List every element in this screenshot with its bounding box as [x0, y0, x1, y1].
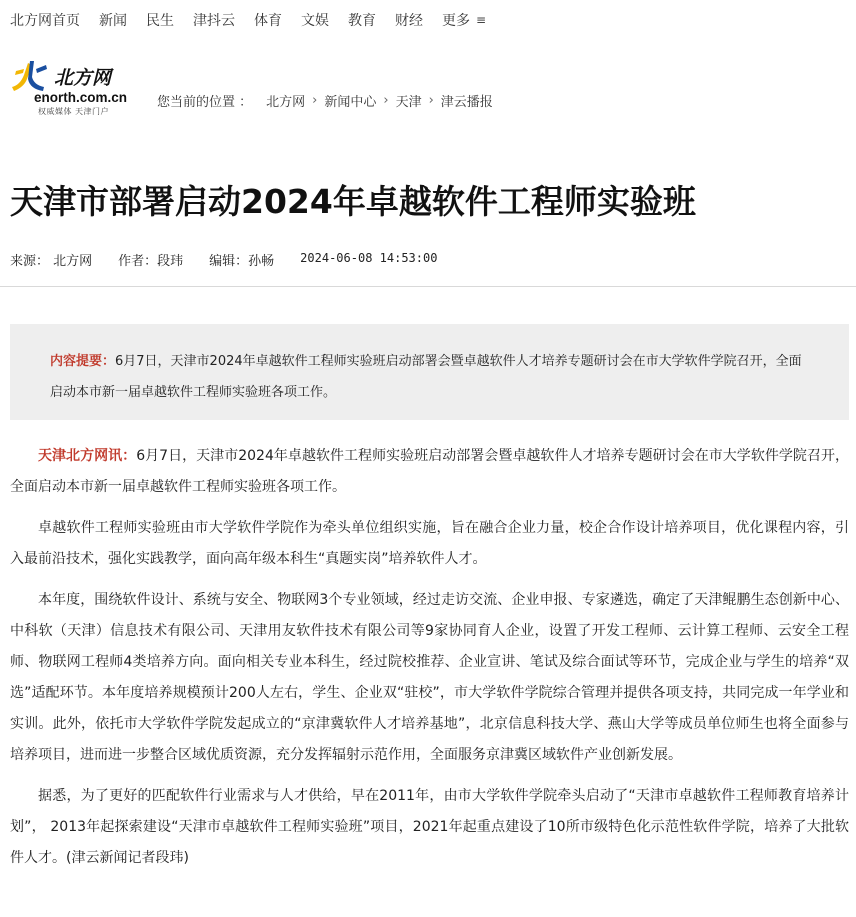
- article-date: 2024-06-08 14:53:00: [300, 251, 438, 265]
- breadcrumb-item-news-center[interactable]: 新闻中心: [324, 95, 377, 110]
- nav-item-education[interactable]: 教育: [348, 13, 376, 29]
- site-logo[interactable]: [10, 57, 140, 117]
- article-author: 作者：段玮: [118, 254, 184, 269]
- logo-brand-url: enorth.com.cn: [34, 90, 128, 105]
- article-lead-label: 天津北方网讯：: [38, 448, 137, 464]
- nav-item-finance[interactable]: 财经: [395, 13, 423, 29]
- breadcrumb-label: 您当前的位置 ：: [157, 95, 253, 110]
- breadcrumb-item-jinyun-broadcast[interactable]: 津云播报: [440, 95, 493, 110]
- article-paragraph: 本年度，围绕软件设计、系统与安全、物联网3个专业领域，经过走访交流、企业申报、专家遴选，确定了天津鲲鹏生态创新中心、中科软（天津）信息技术有限公司、天津用友软件技术有限公司等9家协同育人企业，设置了开发工程师、云计算工程师、云安全工程师、物联网工程师4类培养方向。面向相关专业本科生，经过院校推荐、企业宣讲、笔试及综合面试等环节，完成企业与学生的培养“双选”适配环节。本年度培养规模预计200人左右，学生、企业双“驻校”，市大学软件学院综合管理并提供各项支持，共同完成一年学业和实训。此外，依托市大学软件学院发起成立的“京津冀软件人才培养基地”，北京信息科技大学、燕山大学等成员单位师生也将全面参与培养项目，进而进一步整合区域优质资源，充分发挥辐射示范作用，全面服务京津冀区域软件产业创新发展。: [10, 592, 849, 763]
- summary-text: 6月7日，天津市2024年卓越软件工程师实验班启动部署会暨卓越软件人才培养专题研讨会在市大学软件学院召开，全面启动本市新一届卓越软件工程师实验班各项工作。: [50, 354, 802, 400]
- paragraph-text: 6月7日，天津市2024年卓越软件工程师实验班启动部署会暨卓越软件人才培养专题研讨会在市大学软件学院召开，全面启动本市新一届卓越软件工程师实验班各项工作。: [10, 448, 849, 495]
- nav-item-livelihood[interactable]: 民生: [146, 13, 174, 29]
- nav-item-news[interactable]: 新闻: [99, 13, 127, 29]
- article-summary: [10, 324, 849, 420]
- breadcrumb-item-tianjin[interactable]: 天津: [395, 95, 422, 110]
- article-body: [10, 441, 849, 884]
- article-paragraph: [10, 441, 849, 503]
- nav-more-label: 更多: [442, 13, 470, 29]
- nav-item-sports[interactable]: 体育: [254, 13, 282, 29]
- chevron-right-icon: ›: [428, 93, 434, 108]
- article-paragraph: 卓越软件工程师实验班由市大学软件学院作为牵头单位组织实施，旨在融合企业力量，校企合作设计培养项目，优化课程内容，引入最前沿技术，强化实践教学，面向高年级本科生“真题实岗”培养软件人才。: [10, 520, 849, 567]
- header-divider: [0, 286, 856, 287]
- logo-slogan: 权威媒体 天津门户: [38, 107, 110, 116]
- menu-icon: ≡: [476, 13, 487, 27]
- top-navigation: [10, 9, 505, 31]
- article-editor: 编辑：孙畅: [209, 254, 275, 269]
- nav-more-button[interactable]: [442, 10, 486, 30]
- nav-item-entertainment[interactable]: 文娱: [301, 13, 329, 29]
- article-title: 天津市部署启动2024年卓越软件工程师实验班: [10, 182, 696, 221]
- breadcrumb-item-enorth[interactable]: 北方网: [266, 95, 306, 110]
- nav-item-home[interactable]: 北方网首页: [10, 13, 80, 29]
- breadcrumb: [157, 91, 493, 110]
- article-source: 来源： 北方网: [10, 254, 93, 269]
- article-paragraph: 据悉，为了更好的匹配软件行业需求与人才供给，早在2011年，由市大学软件学院牵头启动了“天津市卓越软件工程师教育培养计划”， 2013年起探索建设“天津市卓越软件工程师实验班”项目，2021年起重点建设了10所市级特色化示范性软件学院，培养了大批软件人才。(津云新闻记者段玮): [10, 788, 849, 866]
- article-meta: [10, 250, 463, 269]
- chevron-right-icon: ›: [383, 93, 389, 108]
- logo-brand-name: 北方网: [54, 67, 112, 89]
- chevron-right-icon: ›: [312, 93, 318, 108]
- nav-item-jindouyun[interactable]: 津抖云: [193, 13, 235, 29]
- summary-label: 内容提要：: [50, 354, 116, 369]
